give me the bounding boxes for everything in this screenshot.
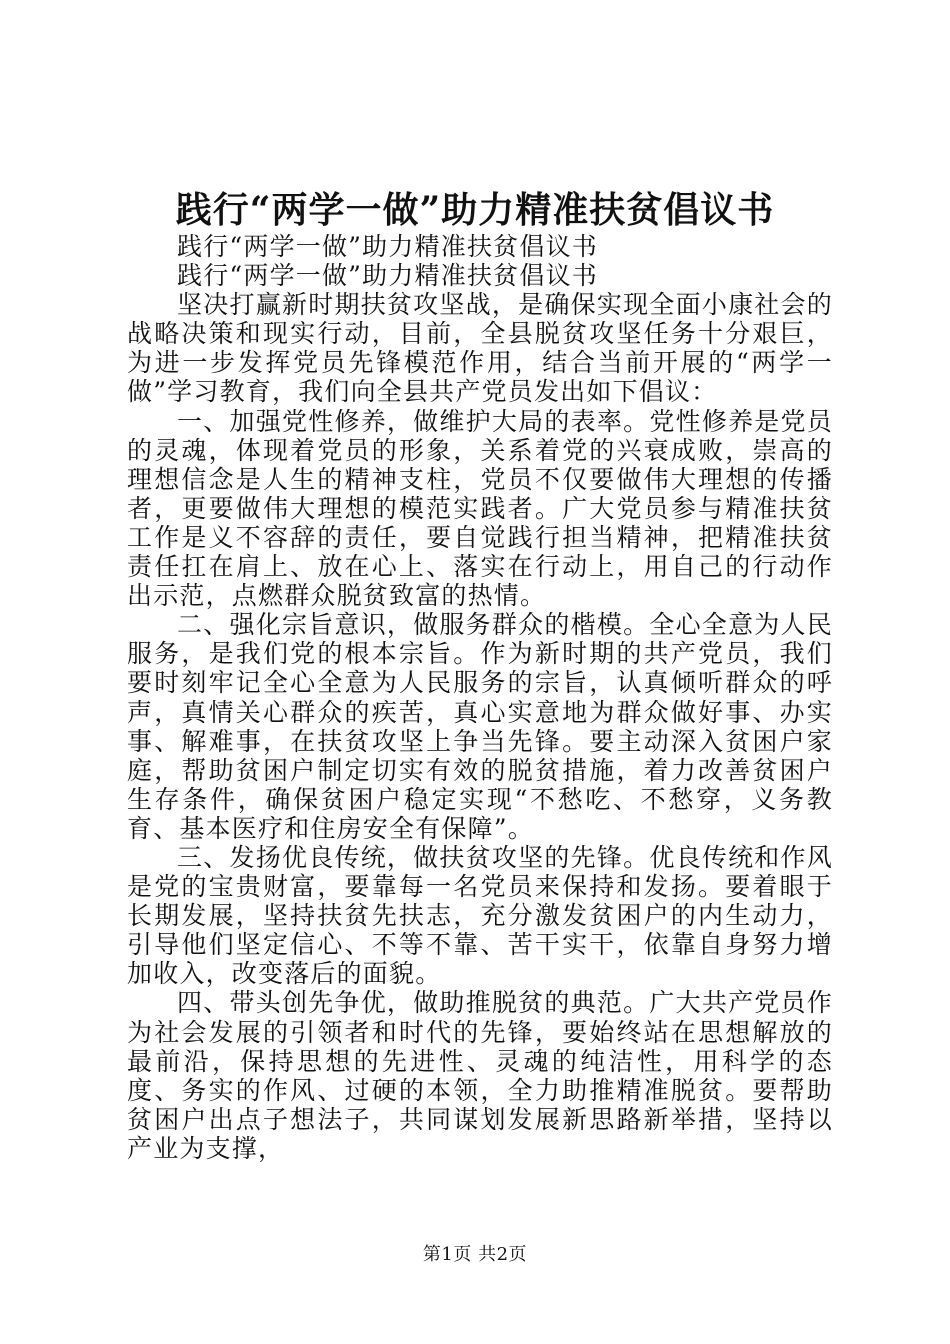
paragraph: 践行“两学一做”助力精准扶贫倡议书 [177,232,598,261]
paragraph: 二、强化宗旨意识，做服务群众的楷模。全心全意为人民服务，是我们党的根本宗旨。作为新时期的共产党员，我们要时刻牢记全心全意为人民服务的宗旨，认真倾听群众的呼声，真情关心群众的疾苦，真心实意地为群众做好事、办实事、解难事，在扶贫攻坚上争当先锋。要主动深入贫困户家庭，帮助贫困户制定切实有效的脱贫措施，着力改善贫困户生存条件，确保贫困户稳定实现“不愁吃、不愁穿，义务教育、基本医疗和住房安全有保障”。 [127,610,833,843]
paragraph: 一、加强党性修养，做维护大局的表率。党性修养是党员的灵魂，体现着党员的形象，关系着党的兴衰成败，崇高的理想信念是人生的精神支柱，党员不仅要做伟大理想的传播者，更要做伟大理想的模范实践者。广大党员参与精准扶贫工作是义不容辞的责任，要自觉践行担当精神，把精准扶贫责任扛在肩上、放在心上、落实在行动上，用自己的行动作出示范，点燃群众脱贫致富的热情。 [127,406,833,611]
paragraph: 三、发扬优良传统，做扶贫攻坚的先锋。优良传统和作风是党的宝贵财富，要靠每一名党员来保持和发扬。要着眼于长期发展，坚持扶贫先扶志，充分激发贫困户的内生动力，引导他们坚定信心、不等不靠、苦干实干，依靠自身努力增加收入，改变落后的面貌。 [127,842,833,989]
document-body [127,232,833,1163]
document-title: 践行“两学一做”助力精准扶贫倡议书 [175,189,775,231]
page-number-footer: 第1页 共2页 [422,1244,528,1265]
paragraph: 践行“两学一做”助力精准扶贫倡议书 [177,261,598,291]
paragraph: 坚决打赢新时期扶贫攻坚战，是确保实现全面小康社会的战略决策和现实行动，目前，全县脱贫攻坚任务十分艰巨，为进一步发挥党员先锋模范作用，结合当前开展的“两学一做”学习教育，我们向全县共产党员发出如下倡议： [127,290,833,407]
paragraph: 四、带头创先争优，做助推脱贫的典范。广大共产党员作为社会发展的引领者和时代的先锋，要始终站在思想解放的最前沿，保持思想的先进性、灵魂的纯洁性，用科学的态度、务实的作风、过硬的本领，全力助推精准脱贫。要帮助贫困户出点子想法子，共同谋划发展新思路新举措，坚持以产业为支撑， [127,988,833,1163]
